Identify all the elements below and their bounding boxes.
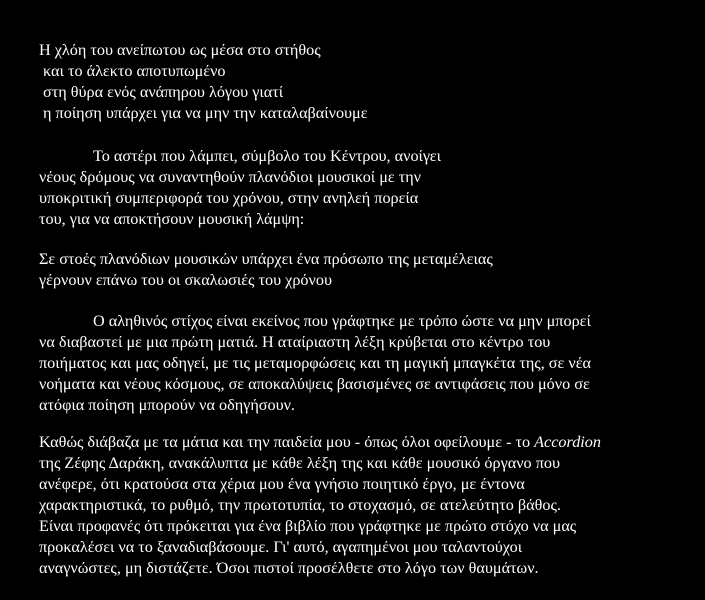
paragraph1-line-1: Το αστέρι που λάμπει, σύμβολο του Κέντρου, ανοίγει — [93, 147, 441, 165]
paragraph3-line-6: προκαλέσει να το ξαναδιαβάσουμε. Γι' αυτό, αγαπημένοι μου ταλαντούχοι — [39, 538, 523, 556]
paragraph3-line-3: ανέφερε, ότι κρατούσα στα χέρια μου ένα γνήσιο ποιητικό έργο, με έντονα — [39, 475, 525, 493]
poem-line-3: στη θύρα ενός ανάπηρου λόγου γιατί — [39, 83, 284, 101]
quote-line-2: γέρνουν επάνω του οι σκαλωσιές του χρόνου — [39, 271, 332, 289]
paragraph1-line-2: νέους δρόμους να συναντηθούν πλανόδιοι μουσικοί με την — [39, 168, 422, 186]
paragraph3-line-1-text: Καθώς διάβαζα με τα μάτια και την παιδεία μου - όπως όλοι οφείλουμε - το — [39, 433, 535, 451]
paragraph2-line-1: Ο αληθινός στίχος είναι εκείνος που γράφτηκε με τρόπο ώστε να μην μπορεί — [93, 312, 591, 330]
paragraph3-line-2: της Ζέφης Δαράκη, ανακάλυπτα με κάθε λέξη της και κάθε μουσικό όργανο που — [39, 454, 560, 472]
poem-line-1: Η χλόη του ανείπωτου ως μέσα στο στήθος — [39, 41, 321, 59]
quote-line-1: Σε στοές πλανόδιων μουσικών υπάρχει ένα πρόσωπο της μεταμέλειας — [39, 250, 493, 268]
book-title-accordion: Accordion — [534, 433, 601, 451]
paragraph3-line-1 — [39, 432, 601, 453]
paragraph3-line-4: χαρακτηριστικά, το ρυθμό, την πρωτοτυπία, το στοχασμό, σε ατελεύτητο βάθος. — [39, 496, 561, 514]
poem-line-4: η ποίηση υπάρχει για να μην την καταλαβαίνουμε — [39, 104, 368, 122]
paragraph3-line-7: αναγνώστες, μη διστάζετε. Όσοι πιστοί προσέλθετε στο λόγο των θαυμάτων. — [39, 559, 539, 577]
paragraph2-line-4: νοήματα και νέους κόσμους, σε αποκαλύψεις βασισμένες σε αντιφάσεις που μόνο σε — [39, 375, 590, 393]
paragraph3-line-5: Είναι προφανές ότι πρόκειται για ένα βιβλίο που γράφτηκε με πρώτο στόχο να μας — [39, 517, 577, 535]
paragraph2-line-2: να διαβαστεί με μια πρώτη ματιά. Η αταίριαστη λέξη κρύβεται στο κέντρο του — [39, 333, 551, 351]
paragraph1-line-4: του, για να αποκτήσουν μουσική λάμψη: — [39, 210, 305, 228]
paragraph2-line-3: ποιήματος και μας οδηγεί, με τις μεταμορφώσεις και τη μαγική μπαγκέτα της, σε νέα — [39, 354, 591, 372]
paragraph2-line-5: ατόφια ποίηση μπορούν να οδηγήσουν. — [39, 396, 295, 414]
paragraph1-line-3: υποκριτική συμπεριφορά του χρόνου, στην ανηλεή πορεία — [39, 189, 419, 207]
poem-line-2: και το άλεκτο αποτυπωμένο — [39, 62, 226, 80]
